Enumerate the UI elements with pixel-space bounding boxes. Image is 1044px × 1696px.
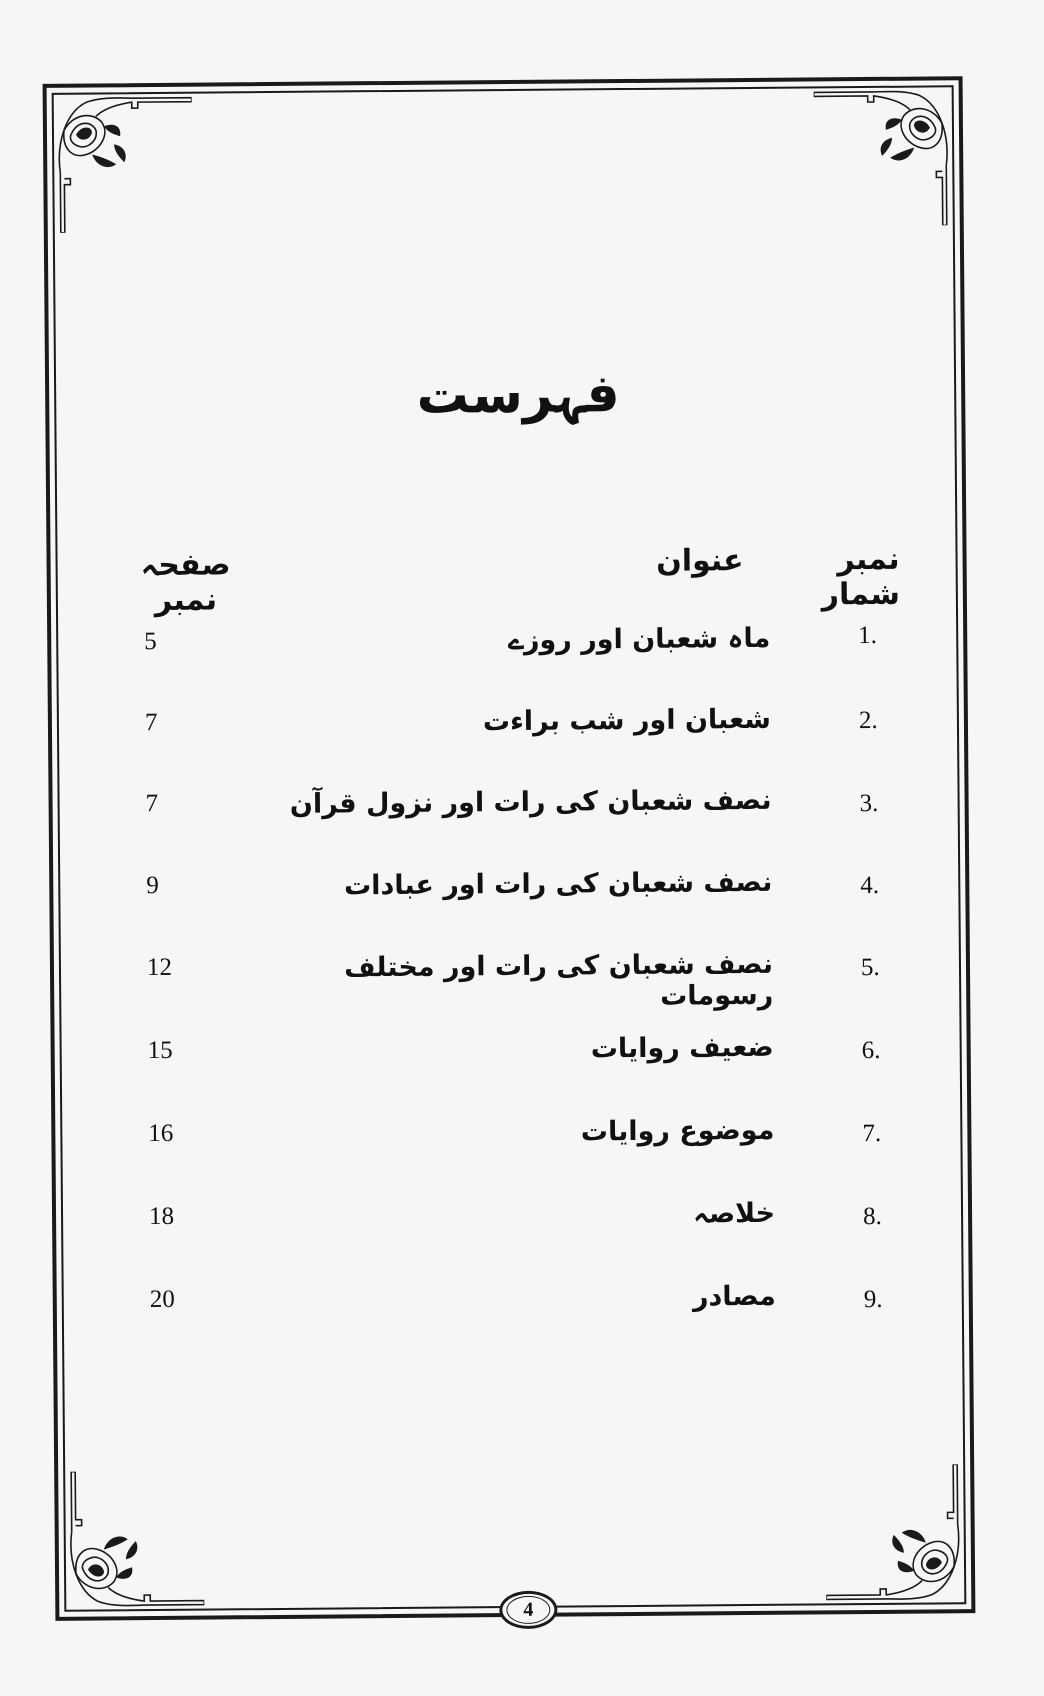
floral-corner-icon xyxy=(63,1471,204,1612)
page-title: فہرست xyxy=(416,364,620,426)
toc-row-title: نصف شعبان کی رات اور نزول قرآن xyxy=(289,784,772,820)
toc-row-number: 2. xyxy=(858,706,878,735)
toc-row-number: 6. xyxy=(861,1036,881,1065)
toc-row-number: 1. xyxy=(858,621,878,650)
floral-corner-icon xyxy=(52,92,193,233)
toc-row-number: 9. xyxy=(863,1285,883,1314)
floral-corner-icon xyxy=(814,85,955,226)
toc-row-page: 16 xyxy=(148,1119,174,1148)
toc-row-number: 4. xyxy=(860,871,880,900)
toc-row-page: 9 xyxy=(146,871,159,900)
toc-row-title: مصادر xyxy=(692,1280,776,1313)
header-topic: عنوان xyxy=(656,543,744,579)
toc-row-number: 8. xyxy=(862,1202,882,1231)
toc-row-title: ضعیف روایات xyxy=(590,1031,774,1065)
toc-row-title: نصف شعبان کی رات اور عبادات xyxy=(343,866,773,902)
toc-row-number: 5. xyxy=(860,953,880,982)
toc-row-title: موضوع روایات xyxy=(580,1114,775,1148)
toc-row-page: 15 xyxy=(147,1036,173,1065)
toc-row-title: نصف شعبان کی رات اور مختلف رسومات xyxy=(344,948,774,1012)
toc-row-title: ماہ شعبان اور روزے xyxy=(507,622,771,657)
toc-row-title: خلاصہ xyxy=(693,1197,776,1230)
header-page-number: صفحہ نمبر xyxy=(140,547,231,618)
header-serial-number: نمبر شمار xyxy=(821,541,901,613)
page-number: 4 xyxy=(506,1596,550,1624)
toc-row-page: 7 xyxy=(144,708,158,737)
page-border-inner xyxy=(52,85,967,1612)
page-number-badge xyxy=(499,1591,557,1629)
floral-corner-icon xyxy=(825,1464,966,1605)
toc-row-number: 3. xyxy=(859,789,879,818)
toc-row-page: 12 xyxy=(146,953,173,982)
toc-row-page: 7 xyxy=(145,789,159,818)
toc-row-page: 5 xyxy=(144,627,157,656)
toc-row-number: 7. xyxy=(862,1119,882,1148)
toc-row-page: 18 xyxy=(148,1202,175,1231)
toc-row-title: شعبان اور شب براءت xyxy=(482,703,772,738)
toc-row-page: 20 xyxy=(149,1285,175,1314)
